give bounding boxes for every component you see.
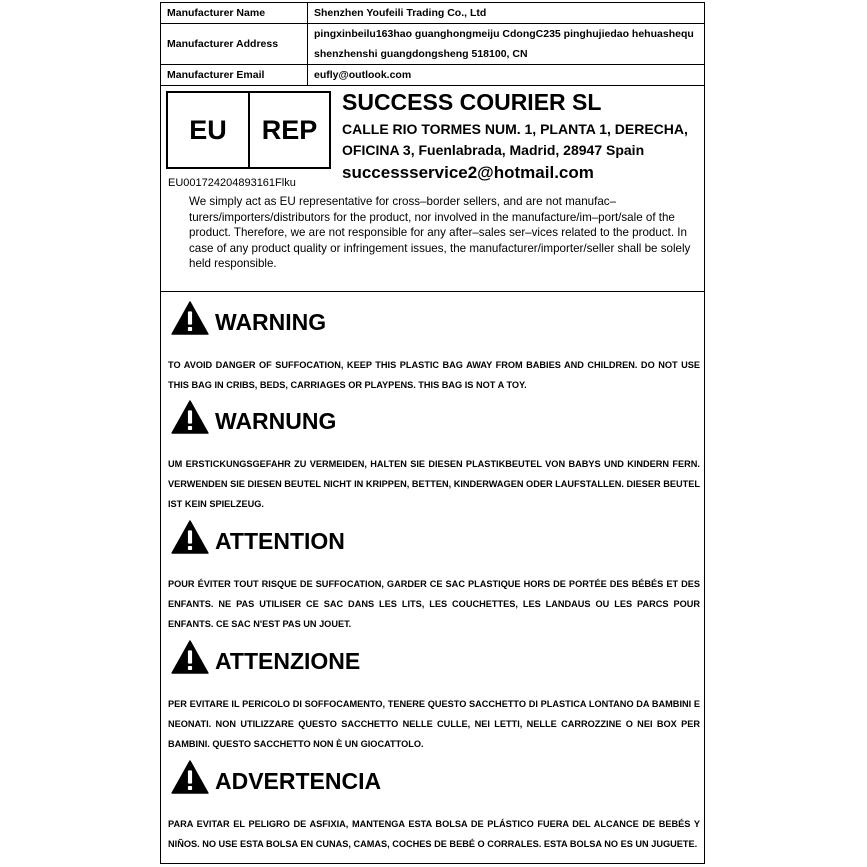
manufacturer-name-value: Shenzhen Youfeili Trading Co., Ltd xyxy=(308,3,705,24)
warning-triangle-icon xyxy=(171,301,209,335)
eu-rep-badge xyxy=(166,91,331,169)
warning-heading xyxy=(171,760,381,794)
manufacturer-address-label: Manufacturer Address xyxy=(161,24,308,65)
eu-badge-label: EU xyxy=(168,93,250,167)
manufacturer-address-row xyxy=(161,24,704,65)
label-sheet xyxy=(160,2,705,864)
manufacturer-email-row xyxy=(161,65,704,86)
warning-text: PARA EVITAR EL PELIGRO DE ASFIXIA, MANTENGA ESTA BOLSA DE PLÁSTICO FUERA DEL ALCANCE DE BEBÉS Y NIÑOS. NO USE ESTA BOLSA EN CUNAS, CAMAS, COCHES DE BEBÉ O CORRALES. ESTA BOLSA NO ES UN JUGUETE. xyxy=(168,819,700,849)
manufacturer-email-value: eufly@outlook.com xyxy=(308,65,705,86)
warning-heading xyxy=(171,301,326,335)
warning-text: PER EVITARE IL PERICOLO DI SOFFOCAMENTO, TENERE QUESTO SACCHETTO DI PLASTICA LONTANO DA BAMBINI E NEONATI. NON UTILIZZARE QUESTO SACCHETTO NELLE CULLE, NEI LETTI, NELLE CARROZZINE O NEI BOX PER BAMBINI. QUESTO SACCHETTO NON È UN GIOCATTOLO. xyxy=(168,699,700,749)
warning-triangle-icon xyxy=(171,640,209,674)
manufacturer-email-label: Manufacturer Email xyxy=(161,65,308,86)
eu-rep-id-code: EU001724204893161Flku xyxy=(168,177,296,189)
manufacturer-table xyxy=(161,3,704,86)
warning-title: WARNING xyxy=(215,309,327,335)
eu-rep-email: successservice2@hotmail.com xyxy=(342,163,594,182)
warning-heading xyxy=(171,400,336,434)
warning-text: POUR ÉVITER TOUT RISQUE DE SUFFOCATION, GARDER CE SAC PLASTIQUE HORS DE PORTÉE DES BÉBÉS ET DES ENFANTS. NE PAS UTILISER CE SAC DANS LES LITS, LES COUCHETTES, LES LANDAUS OU LES PARCS POUR ENFANTS. CE SAC N'EST PAS UN JOUET. xyxy=(168,579,700,629)
rep-badge-label: REP xyxy=(261,114,318,145)
eu-rep-address: CALLE RIO TORMES NUM. 1, PLANTA 1, DERECHA, OFICINA 3, Fuenlabrada, Madrid, 28947 Spain xyxy=(342,121,688,158)
manufacturer-name-row xyxy=(161,3,704,24)
manufacturer-address-value: pingxinbeilu163hao guanghongmeiju CdongC235 pinghujiedao hehuashequ shenzhenshi guangdongsheng 518100, CN xyxy=(308,24,705,65)
warning-heading xyxy=(171,520,345,554)
warning-title: ATTENTION xyxy=(215,528,345,554)
eu-rep-company: SUCCESS COURIER SL xyxy=(342,89,602,115)
warning-triangle-icon xyxy=(171,520,209,554)
eu-representative-block xyxy=(161,86,704,292)
warning-title: ATTENZIONE xyxy=(215,648,361,674)
warning-title: WARNUNG xyxy=(215,408,337,434)
warning-text: UM ERSTICKUNGSGEFAHR ZU VERMEIDEN, HALTEN SIE DIESEN PLASTIKBEUTEL VON BABYS UND KINDERN FERN. VERWENDEN SIE DIESEN BEUTEL NICHT IN KRIPPEN, BETTEN, KINDERWAGEN ODER LAUFSTALLEN. DIESER BEUTEL IST KEIN SPIELZEUG. xyxy=(168,459,700,509)
warning-triangle-icon xyxy=(171,760,209,794)
manufacturer-name-label: Manufacturer Name xyxy=(161,3,308,24)
warning-heading xyxy=(171,640,360,674)
eu-rep-disclaimer: We simply act as EU representative for cross–border sellers, and are not manufac–turers/importers/distributors for the product, nor involved in the manufacture/im–port/sale of the product. Therefore, we are not responsible for any after–sales ser–vices related to the product. In case of any product quality or infringement issues, the manufacturer/importer/seller shall be solely held responsible. xyxy=(189,195,691,271)
warning-text: TO AVOID DANGER OF SUFFOCATION, KEEP THIS PLASTIC BAG AWAY FROM BABIES AND CHILDREN. DO NOT USE THIS BAG IN CRIBS, BEDS, CARRIAGES OR PLAYPENS. THIS BAG IS NOT A TOY. xyxy=(168,360,700,390)
warning-triangle-icon xyxy=(171,400,209,434)
warning-title: ADVERTENCIA xyxy=(215,768,382,794)
